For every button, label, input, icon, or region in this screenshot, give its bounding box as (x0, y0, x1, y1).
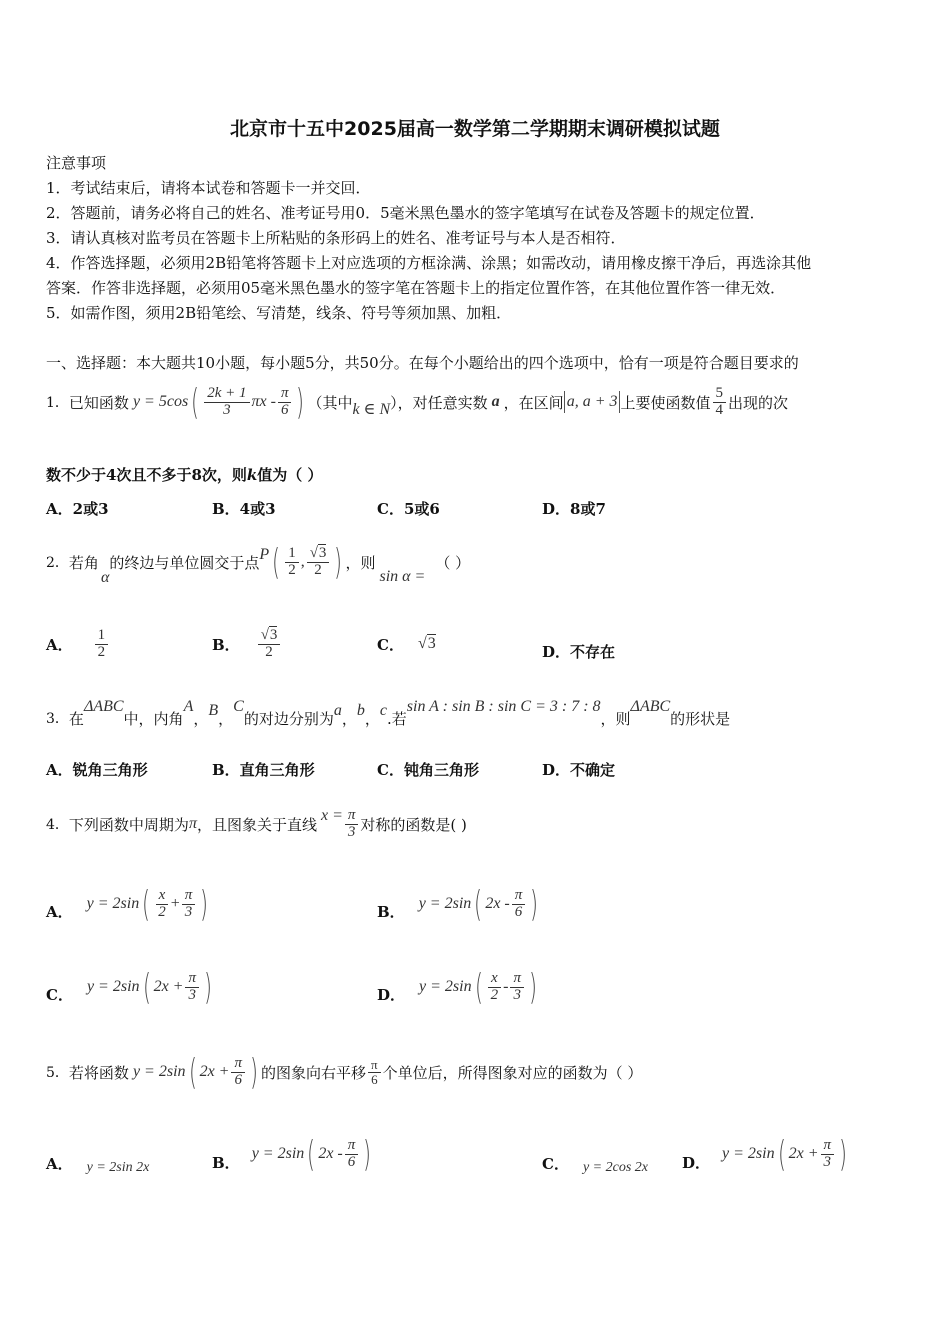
question-number: 3． (46, 711, 69, 727)
formula: k ∈ N (352, 401, 391, 418)
section-heading: 一、选择题：本大题共10小题，每小题5分，共50分。在每个小题给出的四个选项中，恰有一项是符合题目要求的 (46, 354, 799, 372)
option-d[interactable]: D．不存在 (542, 643, 616, 661)
question-text: 在 (68, 709, 84, 728)
variable: A (183, 698, 194, 715)
option-b[interactable]: B． y = 2sin ( 2x - $\frac{\pi}{6}$ ) (212, 1133, 372, 1175)
formula-part: πx - (251, 393, 276, 410)
question-1-line2: 数不少于4次且不多于8次，则k值为（ ） (46, 466, 323, 484)
variable: π (188, 815, 197, 832)
question-3: 3． 在 ΔABC 中，内角 A ， B ， C 的对边分别为 a ， b ， c .若 sin A : sin B : sin C = 3 : 7 : 8 ，则 ΔABC 的形状是 (46, 698, 731, 728)
question-text: ，则 (345, 553, 376, 572)
question-text: 个单位后，所得图象对应的函数为（ ） (382, 1063, 643, 1082)
option-d[interactable]: D．8或7 (542, 500, 606, 518)
notice-item: 3．请认真核对监考员在答题卡上所粘贴的条形码上的姓名、准考证号与本人是否相符． (46, 229, 626, 247)
notice-item: 1．考试结束后，请将本试卷和答题卡一并交回． (46, 179, 371, 197)
question-number: 5． (46, 1065, 69, 1081)
option-c[interactable]: C． y = 2sin ( 2x + $\frac{\pi}{3}$ ) (46, 966, 212, 1008)
option-d[interactable]: D．不确定 (542, 761, 616, 779)
notice-heading: 注意事项 (46, 154, 107, 172)
formula: sin A : sin B : sin C = 3 : 7 : 8 (406, 698, 601, 715)
question-text: .若 (386, 709, 407, 728)
option-a[interactable]: A．2或3 (46, 500, 109, 518)
question-text: 的终边与单位圆交于点 (109, 553, 260, 572)
option-d[interactable]: D． y = 2sin ( 2x + $\frac{\pi}{3}$ ) (682, 1133, 847, 1175)
question-2: 2． 若角 α 的终边与单位圆交于点 P ( $\frac{1}{2}$ , $\frac{√3}{2}$ ) ，则 sin α = （ ） (46, 541, 471, 586)
formula: y = 2sin (132, 1063, 186, 1080)
question-text: 出现的次 (728, 393, 789, 412)
option-b[interactable]: B． $\frac{√3}{2}$ (212, 618, 282, 670)
variable: c (379, 702, 387, 719)
fraction: $\frac{\pi}{6}$ (231, 1056, 245, 1089)
formula: ΔABC (83, 698, 124, 715)
interval: a, a + 3 (564, 391, 621, 413)
notice-item: 2．答题前，请务必将自己的姓名、准考证号用0．5毫米黑色墨水的签字笔填写在试卷及答题卡的规定位置． (46, 204, 765, 222)
question-number: 1． (46, 395, 69, 411)
variable: a (491, 393, 500, 410)
option-b[interactable]: B．4或3 (212, 500, 276, 518)
paren-left: ( (191, 381, 200, 423)
variable: P (259, 546, 270, 563)
option-c[interactable]: C．5或6 (377, 500, 440, 518)
question-text: 对称的函数是( ) (360, 815, 467, 834)
notice-item: 4．作答选择题，必须用2B铅笔将答题卡上对应选项的方框涂满、涂黑；如需改动，请用橡皮擦干净后，再选涂其他 (46, 254, 812, 272)
question-text: ），对任意实数 (390, 393, 488, 412)
formula: ΔABC (630, 698, 671, 715)
question-text: ，则 (600, 709, 631, 728)
question-text: （其中 (307, 393, 353, 412)
variable: C (233, 698, 244, 715)
fraction: $\frac{\pi}{3}$ (345, 808, 359, 841)
fraction: $\frac{\pi}{6}$ (278, 386, 292, 419)
option-c[interactable]: C． y = 2cos 2x (542, 1154, 648, 1175)
variable: B (208, 702, 219, 719)
question-number: 4． (46, 817, 69, 833)
formula: sin α = (379, 568, 426, 585)
question-text: 的形状是 (670, 709, 731, 728)
variable: a (333, 702, 342, 719)
paren-right: ) (296, 381, 305, 423)
question-text: 若将函数 (68, 1063, 129, 1082)
question-5: 5． 若将函数 y = 2sin ( 2x + $\frac{\pi}{6}$ ) 的图象向右平移 $\frac{\pi}{6}$ 个单位后，所得图象对应的函数为（ ） (46, 1051, 643, 1093)
option-b[interactable]: B． y = 2sin ( 2x - $\frac{\pi}{6}$ ) (377, 883, 539, 925)
fraction: $\frac{2k + 1}{3}$ (204, 386, 249, 419)
notice-item: 答案．作答非选择题，必须用05毫米黑色墨水的签字笔在答题卡上的指定位置作答，在其他位置作答一律无效． (46, 279, 786, 297)
variable: b (356, 702, 365, 719)
notice-item: 5．如需作图，须用2B铅笔绘、写清楚，线条、符号等须加黑、加粗． (46, 304, 512, 322)
question-text: ，且图象关于直线 (196, 815, 317, 834)
fraction: $\frac{√3}{2}$ (307, 546, 330, 579)
paren-right: ) (334, 541, 343, 583)
option-a[interactable]: A． y = 2sin 2x (46, 1154, 150, 1175)
question-text: 下列函数中周期为 (68, 815, 189, 834)
option-a[interactable]: A． y = 2sin ( $\frac{x}{2}$ + $\frac{\pi}{3}$ ) (46, 883, 209, 925)
question-text: 中，内角 (123, 709, 184, 728)
fraction: $\frac{1}{2}$ (285, 546, 299, 579)
question-text: 的对边分别为 (243, 709, 334, 728)
question-text: 已知函数 (68, 393, 129, 412)
formula: x = (320, 807, 343, 824)
question-number: 2． (46, 555, 69, 571)
formula: y = 5cos (132, 393, 189, 410)
page-title: 北京市十五中2025届高一数学第二学期期末调研模拟试题 (230, 118, 720, 140)
option-b[interactable]: B．直角三角形 (212, 761, 315, 779)
option-d[interactable]: D． y = 2sin ( $\frac{x}{2}$ - $\frac{\pi}{3}$ ) (377, 966, 537, 1008)
fraction: $\frac{\pi}{6}$ (368, 1058, 381, 1086)
question-text: 若角 (68, 553, 99, 572)
option-a[interactable]: A． $\frac{1}{2}$ (46, 618, 110, 670)
question-text: 上要使函数值 (620, 393, 711, 412)
option-a[interactable]: A．锐角三角形 (46, 761, 148, 779)
question-text: （ ） (435, 553, 471, 572)
question-1 (46, 378, 788, 426)
question-text: 的图象向右平移 (261, 1063, 367, 1082)
question-4 (46, 796, 467, 852)
fraction: $\frac{5}{4}$ (713, 386, 727, 419)
option-c[interactable]: C． √3 (377, 635, 436, 654)
question-text: ，在区间 (503, 393, 564, 412)
paren-left: ( (272, 541, 281, 583)
option-c[interactable]: C．钝角三角形 (377, 761, 479, 779)
variable: α (100, 569, 110, 586)
